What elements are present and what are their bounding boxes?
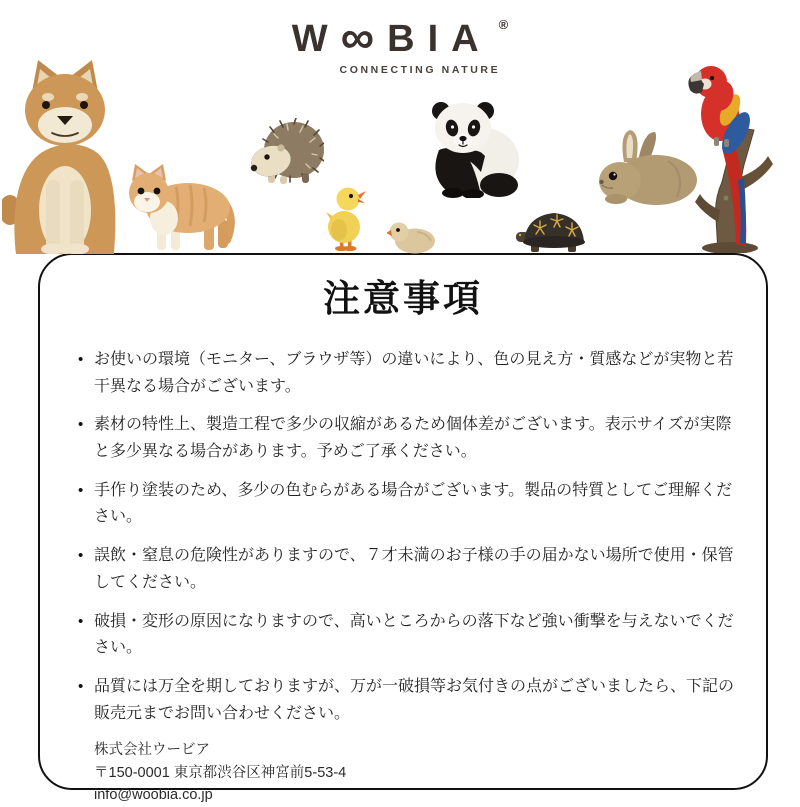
notice-list: [78, 347, 736, 728]
notice-item-text: 誤飲・窒息の危険性がありますので、７才未満のお子様の手の届かない場所で使用・保管してください。: [94, 547, 734, 591]
chick-icon: [387, 221, 435, 254]
seller-info: [94, 739, 736, 806]
notice-box: [38, 253, 768, 804]
scarlet-macaw-icon: [678, 58, 784, 253]
notice-title: 注意事項: [323, 278, 483, 319]
duckling-icon: [326, 186, 366, 252]
hedgehog-figurine: [250, 118, 324, 184]
logo-letter-w: W: [291, 18, 328, 60]
panda-figurine: [423, 98, 520, 198]
chick-figurine: [387, 221, 435, 254]
notice-item-text: 手作り塗装のため、多少の色むらがある場合がございます。製品の特質としてご理解ください。: [94, 481, 733, 526]
shiba-dog-figurine: [2, 58, 124, 254]
bullet-icon: •: [78, 481, 84, 499]
notice-item-text: 破損・変形の原因になりますので、高いところからの落下など強い衝撃を与えないでください。: [94, 612, 734, 657]
registered-trademark-icon: ®: [498, 17, 509, 32]
hedgehog-icon: [250, 118, 324, 184]
duckling-figurine: [326, 186, 366, 252]
bullet-icon: •: [78, 547, 84, 565]
macaw-figurine: [678, 58, 784, 253]
logo-letters-bia: BIA: [387, 18, 492, 60]
brand-tagline: CONNECTING NATURE: [339, 64, 501, 76]
notice-item: [78, 674, 736, 727]
notice-item-text: お使いの環境（モニター、ブラウザ等）の違いにより、色の見え方・質感などが実物と若干異なる場合がございます。: [94, 350, 734, 395]
notice-item-text: 素材の特性上、製造工程で多少の収縮があるため個体差がございます。表示サイズが実際と多少異なる場合があります。予めご了承ください。: [94, 416, 732, 460]
notice-item: [78, 347, 736, 400]
shiba-dog-icon: [2, 58, 124, 254]
seller-company: 株式会社ウービア: [94, 742, 210, 759]
tabby-cat-icon: [126, 164, 236, 254]
woobia-logo-wordmark: W ∞ BIA ®: [291, 10, 509, 63]
tortoise-figurine: [516, 206, 592, 253]
seller-email: info@woobia.co.jp: [94, 787, 213, 804]
tabby-cat-figurine: [126, 164, 236, 254]
bullet-icon: •: [78, 677, 84, 695]
tortoise-icon: [516, 206, 592, 253]
bullet-icon: •: [78, 350, 84, 368]
figurine-row: [0, 0, 800, 260]
notice-item-text: 品質には万全を期しておりますが、万が一破損等お気付きの点がございましたら、下記の販売元までお問い合わせください。: [94, 677, 735, 722]
seller-address: 〒150-0001 東京都渋谷区神宮前5-53-4: [94, 764, 347, 781]
bullet-icon: •: [78, 612, 84, 630]
notice-item: [78, 543, 736, 596]
notice-item: [78, 609, 736, 662]
panda-icon: [423, 98, 520, 198]
bullet-icon: •: [78, 416, 84, 434]
notice-item: [78, 478, 736, 531]
notice-item: [78, 412, 736, 465]
